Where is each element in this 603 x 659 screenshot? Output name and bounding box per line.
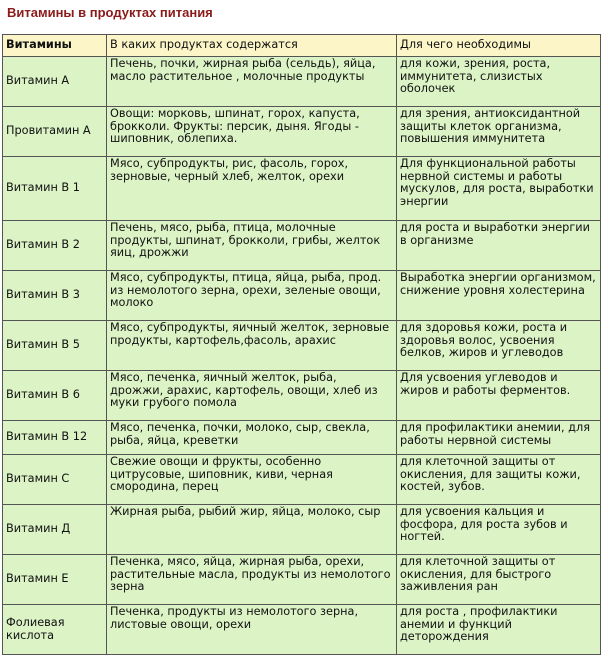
- vitamin-name: Витамин В 12: [3, 421, 107, 455]
- table-row: [3, 271, 601, 321]
- table-row: [3, 371, 601, 421]
- purpose-cell: для клеточной защиты от окисления, для защиты кожи, костей, зубов.: [397, 455, 601, 505]
- table-row: [3, 321, 601, 371]
- purpose-cell: для здоровья кожи, роста и здоровья волос, усвоения белков, жиров и углеводов: [397, 321, 601, 371]
- purpose-cell: для профилактики анемии, для работы нервной системы: [397, 421, 601, 455]
- vitamins-table: [2, 34, 601, 655]
- vitamin-name: Витамин В 6: [3, 371, 107, 421]
- table-row: [3, 455, 601, 505]
- products-cell: Мясо, субпродукты, яичный желток, зерновые продукты, картофель,фасоль, арахис: [107, 321, 397, 371]
- vitamin-name: Витамин А: [3, 57, 107, 107]
- products-cell: Мясо, печенка, почки, молоко, сыр, свекла, рыба, яйца, креветки: [107, 421, 397, 455]
- vitamin-name: Провитамин А: [3, 107, 107, 157]
- table-row: [3, 505, 601, 555]
- products-cell: Печенка, мясо, яйца, жирная рыба, орехи, растительные масла, продукты из немолотого зерна: [107, 555, 397, 605]
- purpose-cell: для роста , профилактики анемии и функций деторождения: [397, 605, 601, 655]
- vitamin-name: Витамин Е: [3, 555, 107, 605]
- purpose-cell: для клеточной защиты от окисления, для быстрого заживления ран: [397, 555, 601, 605]
- header-vitamins: Витамины: [3, 35, 107, 57]
- vitamin-name: Витамин Д: [3, 505, 107, 555]
- vitamin-name: Витамин В 1: [3, 157, 107, 221]
- header-purpose: Для чего необходимы: [397, 35, 601, 57]
- header-products: В каких продуктах содержатся: [107, 35, 397, 57]
- products-cell: Мясо, субпродукты, рис, фасоль, горох, зерновые, черный хлеб, желток, орехи: [107, 157, 397, 221]
- purpose-cell: для зрения, антиоксидантной защиты клеток организма, повышения иммунитета: [397, 107, 601, 157]
- vitamin-name: Витамин В 5: [3, 321, 107, 371]
- table-row: [3, 605, 601, 655]
- products-cell: Печень, почки, жирная рыба (сельдь), яйца, масло растительное , молочные продукты: [107, 57, 397, 107]
- products-cell: Жирная рыба, рыбий жир, яйца, молоко, сыр: [107, 505, 397, 555]
- table-row: [3, 555, 601, 605]
- table-row: [3, 221, 601, 271]
- purpose-cell: для роста и выработки энергии в организме: [397, 221, 601, 271]
- table-row: [3, 107, 601, 157]
- products-cell: Мясо, печенка, яичный желток, рыба, дрожжи, арахис, картофель, овощи, хлеб из муки грубого помола: [107, 371, 397, 421]
- vitamin-name: Витамин В 3: [3, 271, 107, 321]
- products-cell: Печенка, продукты из немолотого зерна, листовые овощи, орехи: [107, 605, 397, 655]
- products-cell: Мясо, субпродукты, птица, яйца, рыба, прод. из немолотого зерна, орехи, зеленые овощи, молоко: [107, 271, 397, 321]
- table-row: [3, 57, 601, 107]
- purpose-cell: для кожи, зрения, роста, иммунитета, слизистых оболочек: [397, 57, 601, 107]
- table-row: [3, 157, 601, 221]
- purpose-cell: Выработка энергии организмом, снижение уровня холестерина: [397, 271, 601, 321]
- table-header-row: [3, 35, 601, 57]
- purpose-cell: Для функциональной работы нервной системы и работы мускулов, для роста, выработки энергии: [397, 157, 601, 221]
- products-cell: Печень, мясо, рыба, птица, молочные продукты, шпинат, брокколи, грибы, желток яиц, дрожжи: [107, 221, 397, 271]
- products-cell: Свежие овощи и фрукты, особенно цитрусовые, шиповник, киви, черная смородина, перец: [107, 455, 397, 505]
- purpose-cell: для усвоения кальция и фосфора, для роста зубов и ногтей.: [397, 505, 601, 555]
- vitamin-name: Витамин В 2: [3, 221, 107, 271]
- vitamin-name: Витамин С: [3, 455, 107, 505]
- page-title: Витамины в продуктах питания: [7, 5, 213, 20]
- table-row: [3, 421, 601, 455]
- purpose-cell: Для усвоения углеводов и жиров и работы ферментов.: [397, 371, 601, 421]
- products-cell: Овощи: морковь, шпинат, горох, капуста, брокколи. Фрукты: персик, дыня. Ягоды - шиповник, облепиха.: [107, 107, 397, 157]
- vitamin-name: Фолиевая кислота: [3, 605, 107, 655]
